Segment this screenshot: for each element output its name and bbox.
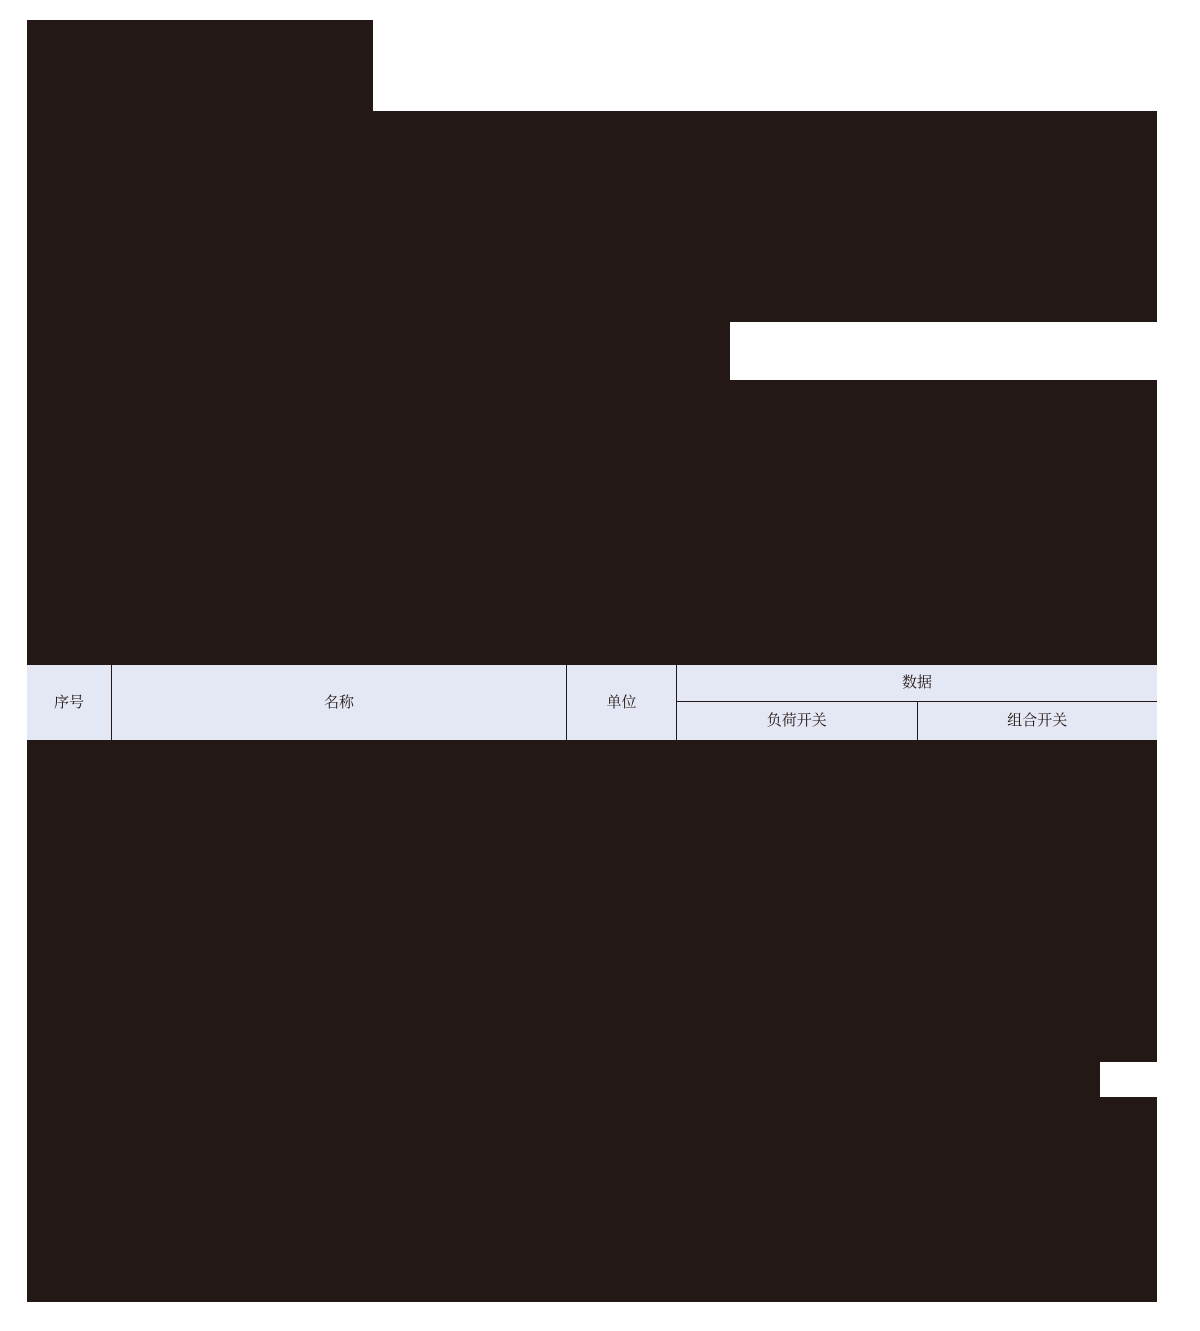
column-header-data-group [677, 665, 1157, 740]
redacted-region-upper-band [27, 111, 1157, 322]
redacted-region-mid-left [27, 322, 730, 380]
column-subheader-row [677, 702, 1157, 740]
redacted-region-table-body-lower [27, 1097, 1157, 1302]
table-header-row [27, 665, 1157, 740]
column-header-seq: 序号 [27, 665, 112, 740]
redacted-region-mid-band [27, 380, 1157, 665]
redacted-region-table-body-middle [27, 1062, 1100, 1097]
column-header-data: 数据 [677, 666, 1157, 702]
column-header-unit: 单位 [567, 665, 677, 740]
column-header-name: 名称 [112, 665, 567, 740]
redacted-region-table-body-upper [27, 740, 1157, 1062]
redacted-region-top-left [27, 20, 373, 111]
column-header-load-switch: 负荷开关 [677, 702, 918, 740]
column-header-combination-switch: 组合开关 [1007, 711, 1068, 729]
